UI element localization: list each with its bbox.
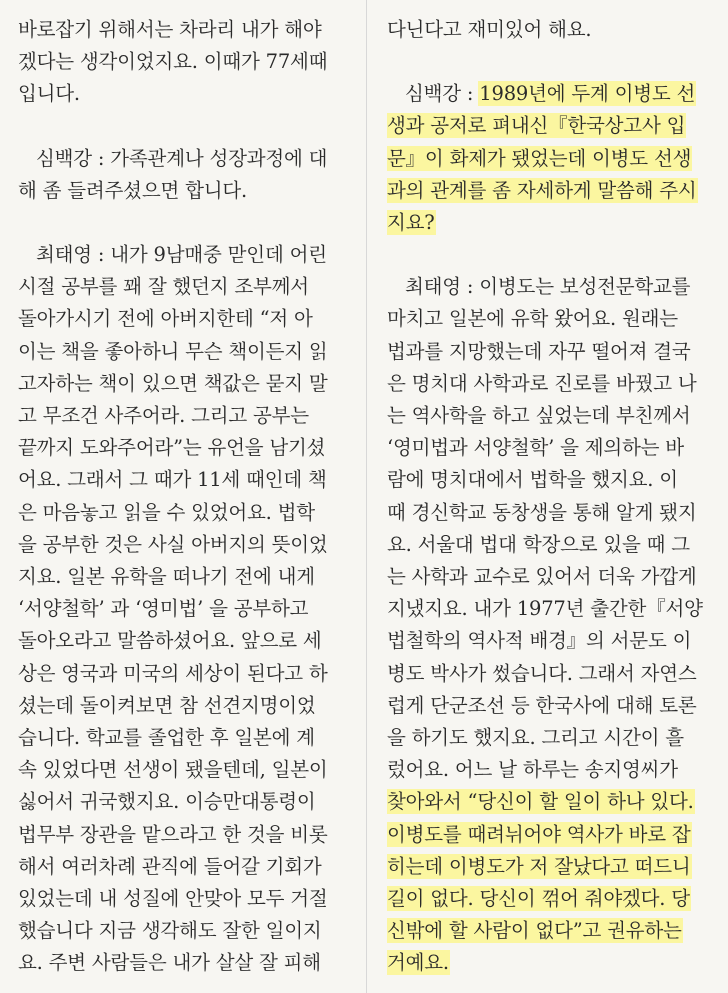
text-line: 싫어서 귀국했지요. 이승만대통령이 bbox=[18, 790, 316, 814]
text-line: 바로잡기 위해서는 차라리 내가 해야 bbox=[18, 18, 322, 41]
paragraph bbox=[18, 143, 354, 207]
text-line: 겠다는 생각이었지요. 이때가 77세때 bbox=[18, 50, 328, 74]
highlighted-text: 찾아와서 “당신이 할 일이 하나 있다. bbox=[387, 790, 694, 814]
text-line: 있었는데 내 성질에 안맞아 모두 거절 bbox=[18, 887, 328, 911]
text-line bbox=[387, 78, 717, 110]
paragraph bbox=[387, 14, 717, 46]
paragraph bbox=[387, 271, 717, 979]
text-line: 렀어요. 어느 날 하루는 송지영씨가 bbox=[387, 758, 678, 782]
text-line: 법무부 장관을 맡으라고 한 것을 비롯 bbox=[18, 822, 328, 846]
text-line: 은 마음놓고 읽을 수 있었어요. 법학 bbox=[18, 500, 315, 524]
text-line bbox=[18, 239, 354, 271]
text-line: 어요. 그래서 그 때가 11세 때인데 책 bbox=[18, 468, 327, 492]
text-line: ‘서양철학’ 과 ‘영미법’ 을 공부하고 bbox=[18, 597, 309, 621]
text-line: 했습니다 지금 생각해도 잘한 일이지 bbox=[18, 919, 322, 943]
text-line: 럽게 단군조선 등 한국사에 대해 토론 bbox=[387, 693, 697, 717]
speaker-label: 심백강 : bbox=[405, 82, 474, 106]
text-line: 는 역사학을 하고 싶었는데 부친께서 bbox=[387, 404, 691, 428]
text-line: 요. 서울대 법대 학장으로 있을 때 그 bbox=[387, 532, 690, 556]
text-line bbox=[387, 883, 717, 915]
line-text: 내가 9남매중 맏인데 어린 bbox=[110, 243, 327, 267]
text-line: 해 좀 들려주셨으면 합니다. bbox=[18, 178, 248, 202]
text-line: 습니다. 학교를 졸업한 후 일본에 계 bbox=[18, 726, 315, 750]
text-line: 고자하는 책이 있으면 책값은 묻지 말 bbox=[18, 371, 328, 395]
text-line bbox=[18, 143, 354, 175]
text-line: 병도 박사가 썼습니다. 그래서 자연스 bbox=[387, 661, 697, 685]
right-column bbox=[387, 14, 717, 980]
text-line: 지냈지요. 내가 1977년 출간한『서양 bbox=[387, 597, 703, 621]
text-line: 지요. 일본 유학을 떠나기 전에 내게 bbox=[18, 565, 315, 589]
text-line: 마치고 일본에 유학 왔어요. 원래는 bbox=[387, 307, 678, 331]
text-line bbox=[387, 271, 717, 303]
paragraph bbox=[387, 78, 717, 239]
line-text: 이병도는 보성전문학교를 bbox=[479, 275, 691, 299]
text-line bbox=[387, 915, 717, 947]
column-divider bbox=[366, 0, 367, 993]
text-line bbox=[387, 851, 717, 883]
text-line bbox=[387, 207, 717, 239]
highlighted-text: 지요? bbox=[387, 211, 435, 235]
text-line: 요. 주변 사람들은 내가 살살 잘 피해 bbox=[18, 951, 321, 975]
text-line: 이는 책을 좋아하니 무슨 책이든지 읽 bbox=[18, 339, 328, 363]
highlighted-text: 히는데 이병도가 저 잘났다고 떠드니 bbox=[387, 854, 691, 878]
text-line: 입니다. bbox=[18, 82, 80, 106]
text-line: 는 사학과 교수로 있어서 더욱 가깝게 bbox=[387, 565, 697, 589]
text-line: 람에 명치대에서 법학을 했지요. 이 bbox=[387, 468, 678, 492]
text-line bbox=[387, 175, 717, 207]
text-line bbox=[387, 947, 717, 979]
text-line: 셨는데 돌이켜보면 참 선견지명이었 bbox=[18, 693, 316, 717]
text-line: 상은 영국과 미국의 세상이 된다고 하 bbox=[18, 661, 328, 685]
highlighted-text: 문』이 화제가 됐었는데 이병도 선생 bbox=[387, 146, 692, 170]
highlighted-text: 생과 공저로 펴내신『한국상고사 입 bbox=[387, 114, 686, 138]
text-line: 법과를 지망했는데 자꾸 떨어져 결국 bbox=[387, 339, 691, 363]
text-line: 을 공부한 것은 사실 아버지의 뜻이었 bbox=[18, 532, 328, 556]
line-text: 가족관계나 성장과정에 대 bbox=[110, 146, 328, 170]
highlighted-text: 신밖에 할 사람이 없다”고 권유하는 bbox=[387, 919, 682, 943]
paragraph bbox=[18, 14, 354, 111]
text-line: 돌아가시기 전에 아버지한테 “저 아 bbox=[18, 307, 313, 331]
text-line: 법철학의 역사적 배경』의 서문도 이 bbox=[387, 629, 692, 653]
text-line bbox=[387, 819, 717, 851]
text-line: 속 있었다면 선생이 됐을텐데, 일본이 bbox=[18, 758, 328, 782]
text-line: 돌아오라고 말씀하셨어요. 앞으로 세 bbox=[18, 629, 322, 653]
speaker-label: 최태영 : bbox=[405, 275, 474, 299]
text-line: 끝까지 도와주어라”는 유언을 남기셨 bbox=[18, 436, 326, 460]
text-line: 다닌다고 재미있어 해요. bbox=[387, 18, 592, 41]
left-column bbox=[18, 14, 354, 980]
text-line: 때 경신학교 동창생을 통해 알게 됐지 bbox=[387, 500, 697, 524]
highlighted-text: 1989년에 두계 이병도 선 bbox=[479, 82, 696, 106]
speaker-label: 심백강 : bbox=[36, 146, 105, 170]
text-line: ‘영미법과 서양철학’ 을 제의하는 바 bbox=[387, 436, 684, 460]
paragraph bbox=[18, 239, 354, 980]
text-line: 시절 공부를 꽤 잘 했던지 조부께서 bbox=[18, 275, 309, 299]
highlighted-text: 길이 없다. 당신이 꺾어 줘야겠다. 당 bbox=[387, 887, 690, 911]
text-line: 을 하기도 했지요. 그리고 시간이 흘 bbox=[387, 726, 684, 750]
highlighted-text: 과의 관계를 좀 자세하게 말씀해 주시 bbox=[387, 178, 697, 202]
text-line bbox=[387, 143, 717, 175]
highlighted-text: 거예요. bbox=[387, 951, 449, 975]
text-line: 은 명치대 사학과로 진로를 바꿨고 나 bbox=[387, 371, 697, 395]
text-line: 고 무조건 사주어라. 그리고 공부는 bbox=[18, 404, 309, 428]
highlighted-text: 이병도를 때려뉘어야 역사가 바로 잡 bbox=[387, 822, 691, 846]
text-line: 해서 여러차례 관직에 들어갈 기회가 bbox=[18, 854, 322, 878]
speaker-label: 최태영 : bbox=[36, 243, 105, 267]
text-line bbox=[387, 786, 717, 818]
text-line bbox=[387, 110, 717, 142]
